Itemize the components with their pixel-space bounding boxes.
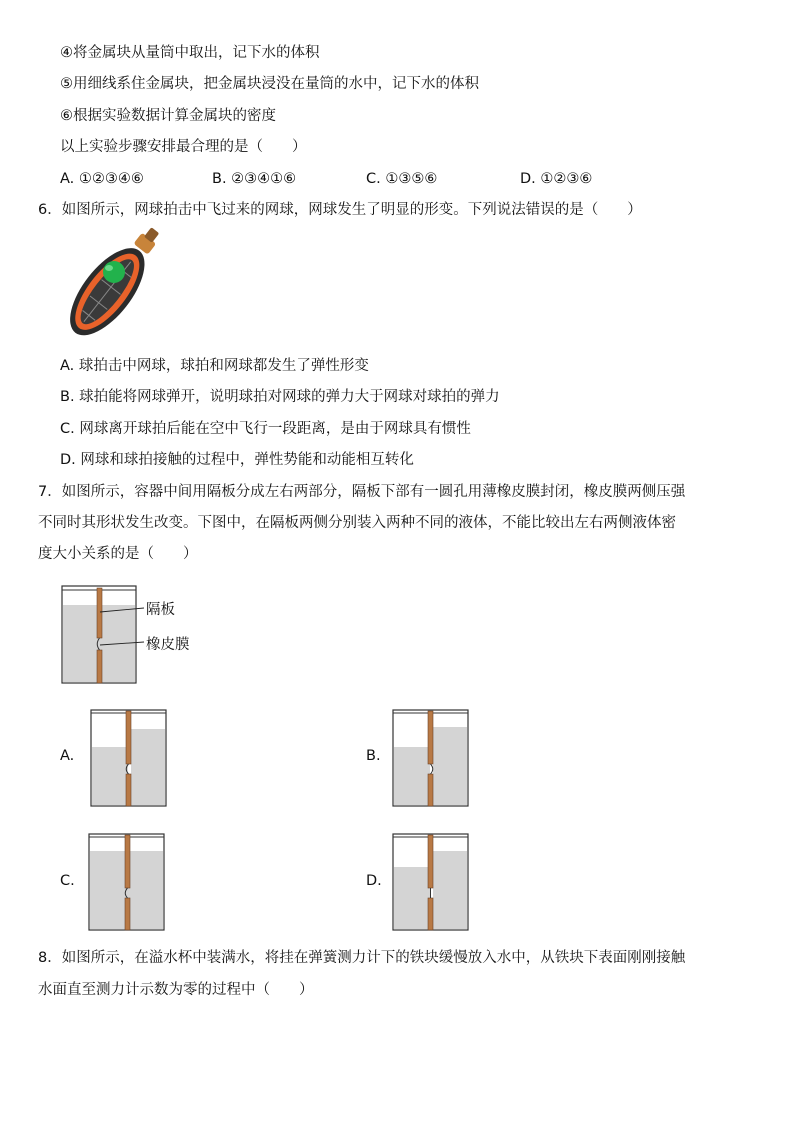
q7-option-a-diagram[interactable] — [91, 707, 171, 807]
membrane-label: 橡皮膜 — [146, 637, 190, 653]
q8-stem-line-1: 8．如图所示，在溢水杯中装满水，将挂在弹簧测力计下的铁块缓慢放入水中，从铁块下表面刚刚接触 — [38, 950, 686, 966]
q7-option-c-letter[interactable]: C. — [60, 873, 75, 889]
q5-prompt: 以上实验步骤安排最合理的是（ ） — [60, 139, 307, 155]
q7-stem-line-1: 7．如图所示，容器中间用隔板分成左右两部分，隔板下部有一圆孔用薄橡皮膜封闭，橡皮膜两侧压强 — [38, 484, 686, 500]
q5-option-b[interactable]: B. ②③④①⑥ — [212, 171, 297, 187]
q5-step-5: ⑤用细线系住金属块，把金属块浸没在量筒的水中，记下水的体积 — [60, 76, 479, 92]
q6-stem: 6．如图所示，网球拍击中飞过来的网球，网球发生了明显的形变。下列说法错误的是（ ） — [38, 202, 642, 218]
q7-option-d-diagram[interactable] — [393, 831, 473, 931]
q5-step-4: ④将金属块从量筒中取出，记下水的体积 — [60, 45, 320, 61]
q6-option-d[interactable]: D. 网球和球拍接触的过程中，弹性势能和动能相互转化 — [60, 452, 414, 468]
partition-label: 隔板 — [146, 602, 175, 618]
q8-stem-line-2: 水面直至测力计示数为零的过程中（ ） — [38, 982, 314, 998]
q5-option-a[interactable]: A. ①②③④⑥ — [60, 171, 144, 187]
tennis-racket-figure — [56, 232, 166, 342]
q7-option-d-letter[interactable]: D. — [366, 873, 382, 889]
q5-option-c[interactable]: C. ①③⑤⑥ — [366, 171, 438, 187]
q7-stem-line-3: 度大小关系的是（ ） — [38, 546, 198, 562]
q6-option-a[interactable]: A. 球拍击中网球，球拍和网球都发生了弹性形变 — [60, 358, 369, 374]
q7-option-c-diagram[interactable] — [89, 831, 169, 931]
q5-option-d[interactable]: D. ①②③⑥ — [520, 171, 593, 187]
q7-option-b-letter[interactable]: B. — [366, 748, 381, 764]
q7-option-a-letter[interactable]: A. — [60, 748, 75, 764]
q5-step-6: ⑥根据实验数据计算金属块的密度 — [60, 108, 276, 124]
q6-option-c[interactable]: C. 网球离开球拍后能在空中飞行一段距离，是由于网球具有惯性 — [60, 421, 471, 437]
q7-stem-line-2: 不同时其形状发生改变。下图中，在隔板两侧分别装入两种不同的液体，不能比较出左右两侧液体密 — [38, 515, 676, 531]
q7-option-b-diagram[interactable] — [393, 707, 473, 807]
q6-option-b[interactable]: B. 球拍能将网球弹开，说明球拍对网球的弹力大于网球对球拍的弹力 — [60, 389, 500, 405]
